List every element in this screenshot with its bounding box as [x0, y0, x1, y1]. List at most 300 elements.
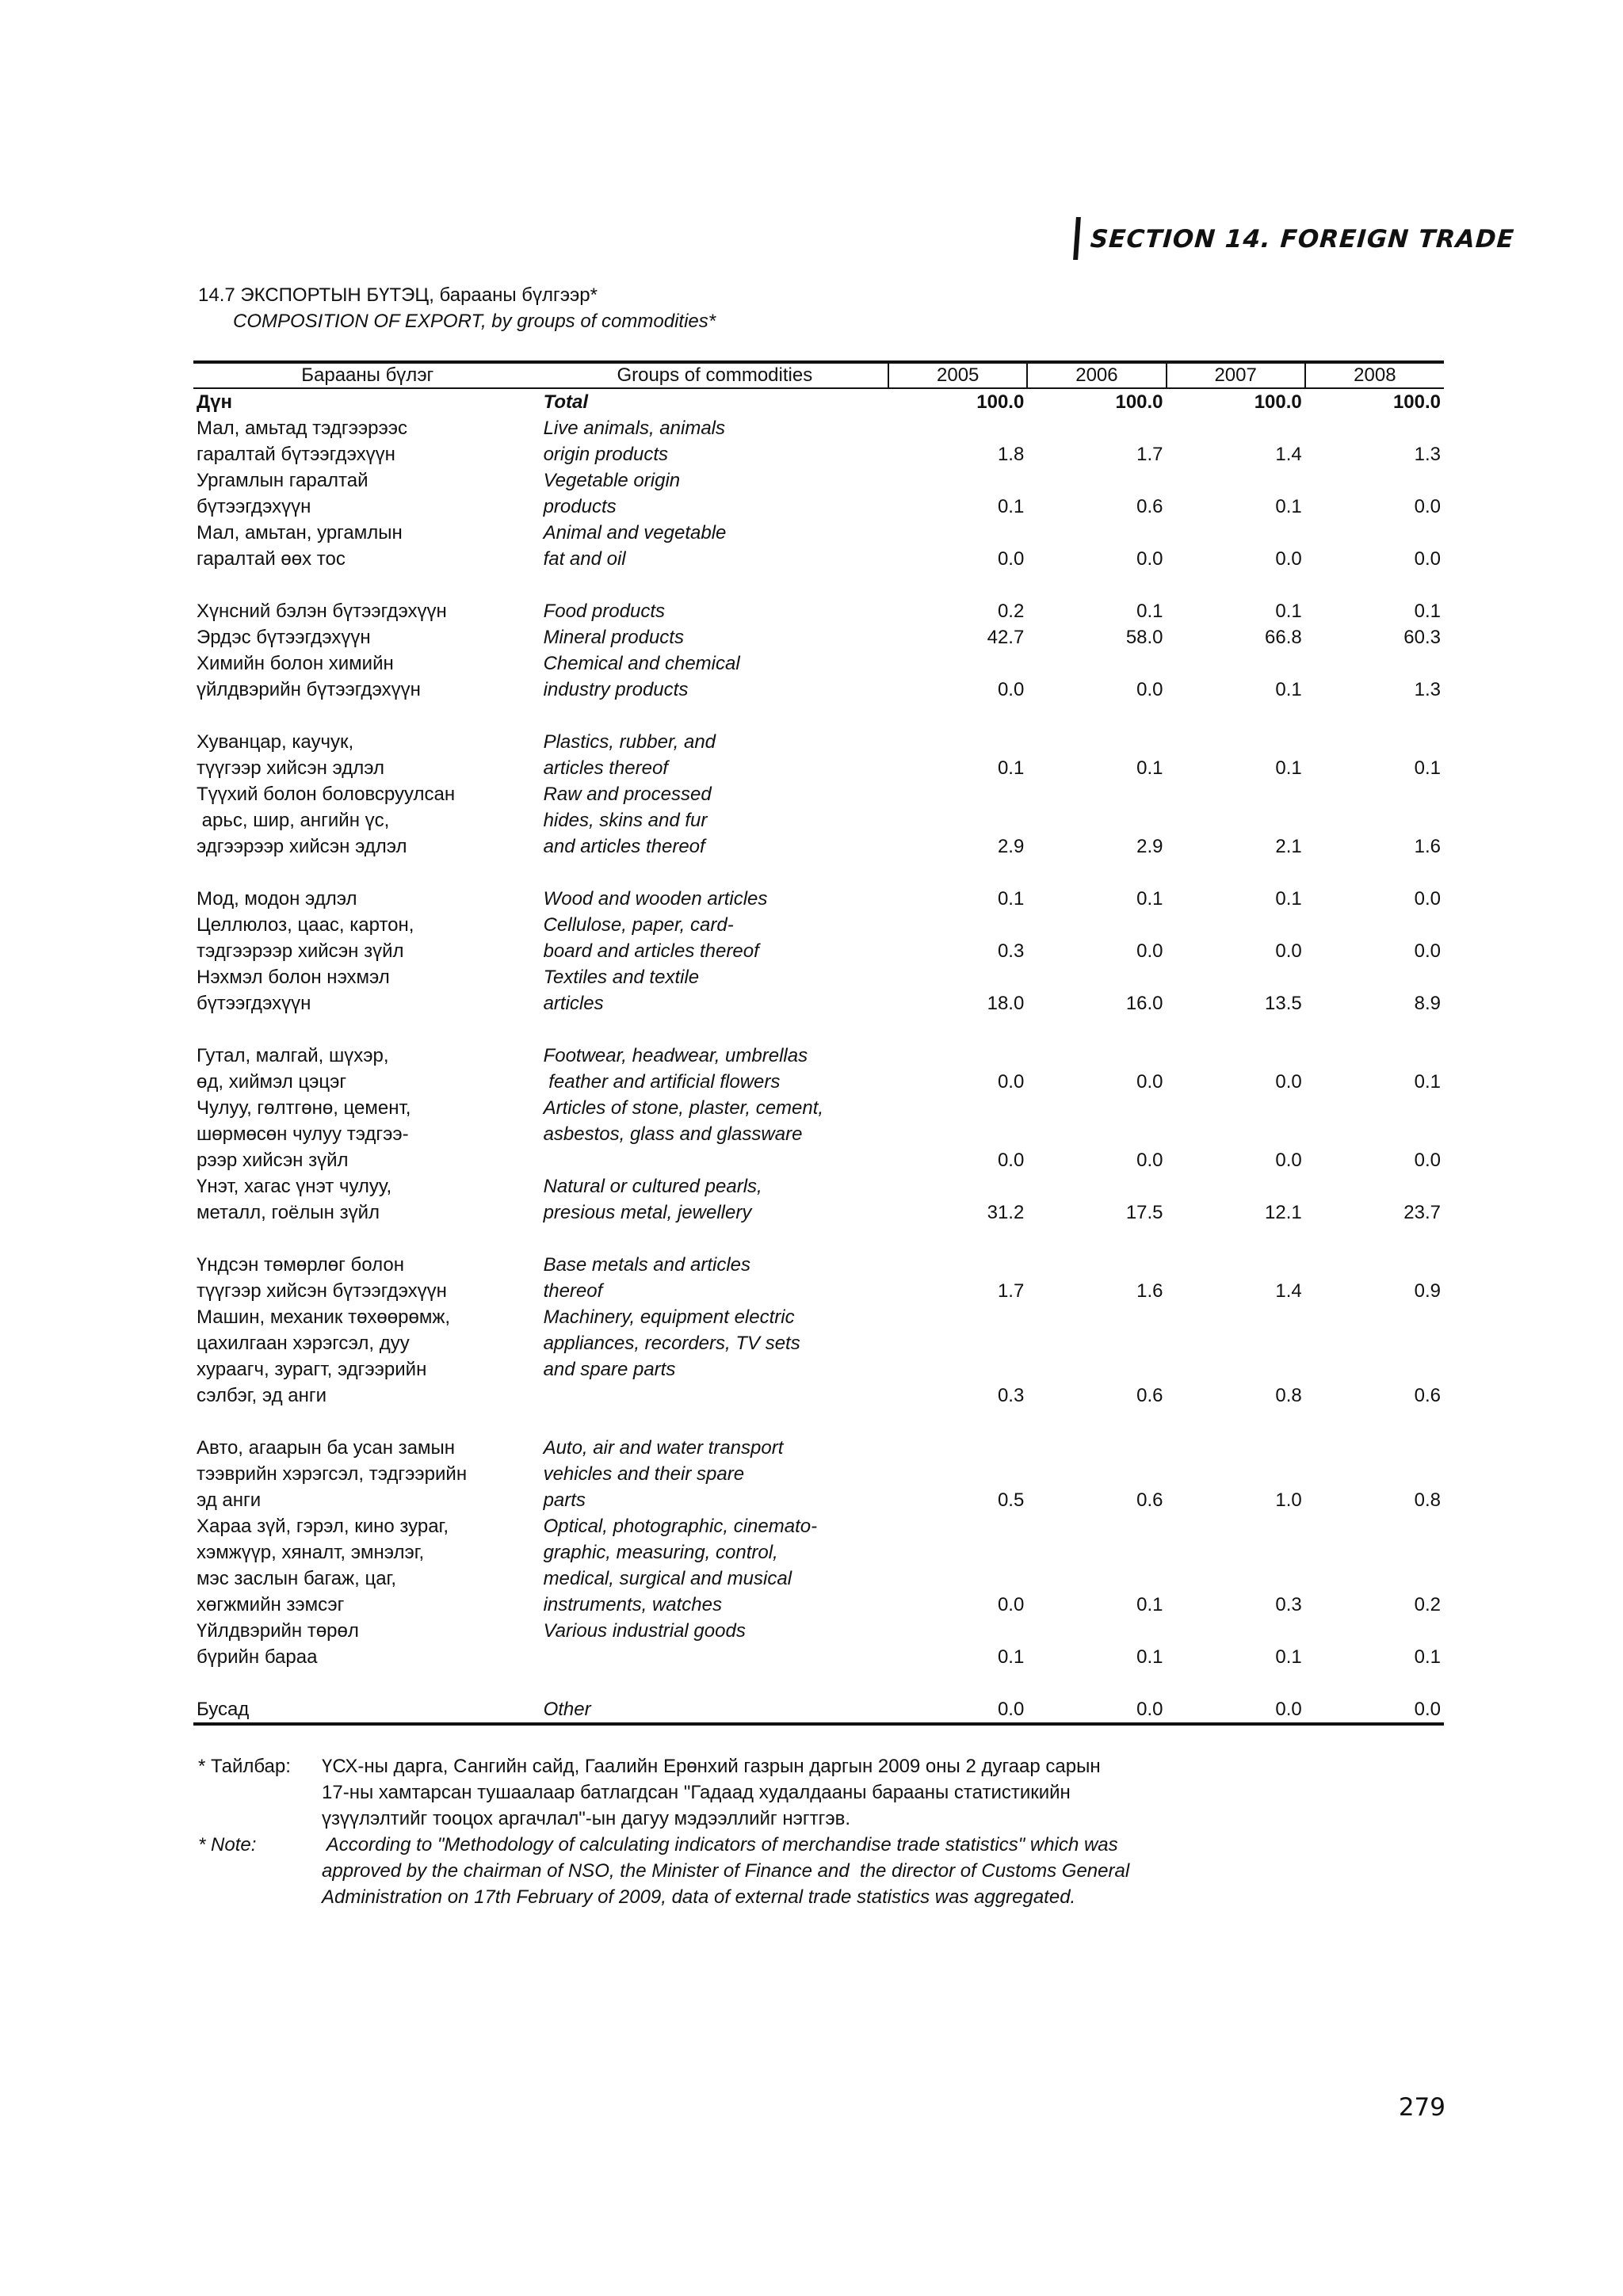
table-row — [193, 415, 1444, 441]
value-2007: 0.0 — [1275, 1071, 1302, 1093]
value-2008 — [1305, 1513, 1444, 1539]
footnote-mn — [198, 1753, 1129, 1832]
value-2008: 0.8 — [1414, 1489, 1441, 1511]
value-2005 — [888, 729, 1027, 755]
commodity-name-mn: арьс, шир, ангийн үс, — [197, 810, 390, 831]
value-2007 — [1167, 1566, 1305, 1592]
value-2005: 42.7 — [987, 627, 1025, 648]
value-2006 — [1027, 1356, 1166, 1383]
commodity-name-mn: сэлбэг, эд анги — [197, 1385, 327, 1406]
value-2006: 0.0 — [1136, 548, 1163, 570]
commodity-name-mn: эдгээрээр хийсэн эдлэл — [197, 836, 407, 857]
table-row — [193, 1173, 1444, 1199]
table-row — [193, 1356, 1444, 1383]
value-2006: 0.0 — [1136, 679, 1163, 700]
value-2007: 66.8 — [1265, 627, 1302, 648]
value-2008 — [1305, 1173, 1444, 1199]
spacer-cell — [193, 1670, 1444, 1696]
value-2005: 0.1 — [997, 888, 1025, 910]
commodity-name-mn: Ургамлын гаралтай — [197, 470, 369, 491]
commodity-name-en: Other — [542, 1696, 889, 1724]
value-2007 — [1167, 729, 1305, 755]
value-2005 — [888, 1173, 1027, 1199]
commodity-name-mn: Үйлдвэрийн төрөл — [197, 1620, 359, 1642]
footnotes — [198, 1753, 1129, 1910]
table-header-row — [193, 362, 1444, 388]
footnote-en-label: * Note: — [198, 1834, 257, 1855]
value-2006 — [1027, 1566, 1166, 1592]
value-2006 — [1027, 964, 1166, 990]
value-2005 — [888, 1095, 1027, 1121]
value-2007: 0.0 — [1275, 940, 1302, 962]
commodity-name-mn: Мод, модон эдлэл — [197, 888, 357, 910]
spacer-row — [193, 703, 1444, 729]
export-composition-table — [193, 360, 1444, 1726]
table-row — [193, 964, 1444, 990]
footnote-line: 17-ны хамтарсан тушаалаар батлагдсан "Гадаад худалдааны барааны статистикийн — [322, 1782, 1071, 1803]
value-2005 — [888, 807, 1027, 833]
value-2007 — [1167, 520, 1305, 546]
commodity-name-en: Food products — [543, 601, 665, 622]
value-2006 — [1027, 1095, 1166, 1121]
value-2007: 100.0 — [1254, 391, 1302, 413]
commodity-name-mn: бүтээгдэхүүн — [197, 993, 311, 1014]
table-row — [193, 1592, 1444, 1618]
value-2006 — [1027, 1539, 1166, 1566]
value-2005: 0.3 — [997, 940, 1025, 962]
value-2007: 13.5 — [1265, 993, 1302, 1014]
value-2006: 17.5 — [1125, 1202, 1163, 1223]
commodity-name-en: asbestos, glass and glassware — [543, 1123, 803, 1145]
value-2008: 0.1 — [1414, 1071, 1441, 1093]
value-2005 — [888, 912, 1027, 938]
commodity-name-mn: гаралтай өөх тос — [197, 548, 346, 570]
section-header: SECTION 14. FOREIGN TRADE — [1073, 217, 1447, 260]
commodity-name-mn: Үндсэн төмөрлөг болон — [197, 1254, 404, 1276]
value-2005: 0.0 — [997, 679, 1025, 700]
table-body — [193, 388, 1444, 1724]
spacer-cell — [193, 1226, 1444, 1252]
commodity-name-en: Machinery, equipment electric — [543, 1306, 795, 1328]
value-2007 — [1167, 1356, 1305, 1383]
commodity-name-mn: үйлдвэрийн бүтээгдэхүүн — [197, 679, 421, 700]
value-2008 — [1305, 1304, 1444, 1330]
commodity-name-en: Mineral products — [543, 627, 684, 648]
value-2007 — [1167, 1121, 1305, 1147]
value-2007 — [1167, 1173, 1305, 1199]
commodity-name-mn: бүрийн бараа — [197, 1646, 318, 1668]
footnote-line: үзүүлэлтийг тооцох аргачлал"-ын дагуу мэдээллийг нэгтгэв. — [322, 1808, 851, 1829]
value-2007: 0.1 — [1275, 496, 1302, 517]
table-row — [193, 1043, 1444, 1069]
value-2008 — [1305, 1566, 1444, 1592]
value-2005: 2.9 — [997, 836, 1025, 857]
value-2008 — [1305, 1356, 1444, 1383]
value-2007 — [1167, 912, 1305, 938]
value-2006 — [1027, 415, 1166, 441]
commodity-name-en: industry products — [543, 679, 689, 700]
value-2006 — [1027, 1435, 1166, 1461]
value-2007 — [1167, 415, 1305, 441]
value-2008: 0.1 — [1414, 757, 1441, 779]
value-2006: 1.7 — [1136, 444, 1163, 465]
table-title — [198, 282, 716, 334]
value-2006: 2.9 — [1136, 836, 1163, 857]
table-row — [193, 1513, 1444, 1539]
header-groups-en: Groups of commodities — [542, 362, 889, 388]
value-2006: 100.0 — [1115, 391, 1163, 413]
value-2005 — [888, 520, 1027, 546]
value-2008 — [1305, 1618, 1444, 1644]
table-row — [193, 520, 1444, 546]
footnote-mn-text — [322, 1753, 1129, 1832]
table-row — [193, 624, 1444, 650]
value-2005 — [888, 1513, 1027, 1539]
value-2008 — [1305, 1252, 1444, 1278]
value-2005 — [888, 781, 1027, 807]
table-row — [193, 546, 1444, 572]
commodity-name-mn: тээврийн хэрэгсэл, тэдгээрийн — [197, 1463, 468, 1485]
value-2005: 0.0 — [997, 1594, 1025, 1615]
commodity-name-en: articles thereof — [543, 757, 668, 779]
value-2008: 0.0 — [1414, 888, 1441, 910]
value-2005 — [888, 650, 1027, 677]
table-row — [193, 1304, 1444, 1330]
header-year-2006: 2006 — [1027, 362, 1166, 388]
value-2007 — [1167, 1043, 1305, 1069]
commodity-name-mn: хураагч, зурагт, эдгээрийн — [197, 1359, 427, 1380]
commodity-name-en: Footwear, headwear, umbrellas — [543, 1045, 808, 1066]
value-2008 — [1305, 1461, 1444, 1487]
commodity-name-mn: Хуванцар, каучук, — [197, 731, 354, 753]
value-2006: 16.0 — [1125, 993, 1163, 1014]
commodity-name-en: Animal and vegetable — [543, 522, 727, 543]
value-2005 — [888, 1435, 1027, 1461]
spacer-cell — [193, 572, 1444, 598]
value-2005: 0.0 — [888, 1696, 1027, 1724]
table-row — [193, 1566, 1444, 1592]
commodity-name-mn: түүгээр хийсэн эдлэл — [197, 757, 384, 779]
value-2007: 0.0 — [1275, 548, 1302, 570]
spacer-row — [193, 1226, 1444, 1252]
commodity-name-mn: Үнэт, хагас үнэт чулуу, — [197, 1176, 392, 1197]
value-2007: 12.1 — [1265, 1202, 1302, 1223]
table-row — [193, 1383, 1444, 1409]
value-2005: 0.5 — [997, 1489, 1025, 1511]
value-2005 — [888, 1566, 1027, 1592]
commodity-name-mn: гаралтай бүтээгдэхүүн — [197, 444, 395, 465]
table-row — [193, 650, 1444, 677]
commodity-name-mn: Хүнсний бэлэн бүтээгдэхүүн — [197, 601, 447, 622]
value-2007: 0.0 — [1167, 1696, 1305, 1724]
value-2007: 1.4 — [1275, 1280, 1302, 1302]
commodity-name-en: board and articles thereof — [543, 940, 759, 962]
commodity-name-en: fat and oil — [543, 548, 626, 570]
value-2007: 0.0 — [1275, 1150, 1302, 1171]
table-row — [193, 1147, 1444, 1173]
commodity-name-en: parts — [543, 1489, 586, 1511]
value-2005: 1.7 — [997, 1280, 1025, 1302]
table-row — [193, 833, 1444, 860]
spacer-row — [193, 1409, 1444, 1435]
commodity-name-en: Raw and processed — [543, 784, 712, 805]
commodity-name-en: vehicles and their spare — [543, 1463, 745, 1485]
value-2008 — [1305, 1121, 1444, 1147]
footnote-line: According to "Methodology of calculating indicators of merchandise trade statistics" which was — [322, 1834, 1118, 1855]
table-row — [193, 990, 1444, 1016]
value-2007: 0.1 — [1275, 1646, 1302, 1668]
table-row — [193, 677, 1444, 703]
commodity-name-mn: Мал, амьтад тэдгээрээс — [197, 418, 407, 439]
value-2008 — [1305, 807, 1444, 833]
table-row — [193, 912, 1444, 938]
commodity-name-mn: металл, гоёлын зүйл — [197, 1202, 380, 1223]
value-2005: 0.0 — [997, 548, 1025, 570]
value-2005: 100.0 — [976, 391, 1025, 413]
commodity-name-mn: Химийн болон химийн — [197, 653, 394, 674]
table-row — [193, 1461, 1444, 1487]
value-2007 — [1167, 964, 1305, 990]
table-row — [193, 1278, 1444, 1304]
footnote-line: approved by the chairman of NSO, the Minister of Finance and the director of Customs General — [322, 1860, 1130, 1882]
commodity-name-en: products — [543, 496, 617, 517]
table-row — [193, 494, 1444, 520]
value-2007: 2.1 — [1275, 836, 1302, 857]
commodity-name-en: origin products — [543, 444, 668, 465]
value-2006: 0.1 — [1136, 757, 1163, 779]
footnote-en-text — [322, 1832, 1129, 1910]
commodity-name-en: Base metals and articles — [543, 1254, 751, 1276]
commodity-name-mn: мэс заслын багаж, цаг, — [197, 1568, 397, 1589]
commodity-name-en: Auto, air and water transport — [543, 1437, 784, 1459]
value-2006 — [1027, 912, 1166, 938]
value-2006 — [1027, 520, 1166, 546]
commodity-name-mn: эд анги — [197, 1489, 262, 1511]
value-2008: 0.6 — [1414, 1385, 1441, 1406]
value-2008: 1.6 — [1414, 836, 1441, 857]
value-2006 — [1027, 1173, 1166, 1199]
value-2006: 0.1 — [1136, 1594, 1163, 1615]
value-2005 — [888, 1121, 1027, 1147]
table-row — [193, 1330, 1444, 1356]
commodity-name-en: feather and artificial flowers — [543, 1071, 781, 1093]
value-2007: 1.4 — [1275, 444, 1302, 465]
commodity-name-en: Vegetable origin — [543, 470, 681, 491]
value-2006 — [1027, 1304, 1166, 1330]
table-row — [193, 598, 1444, 624]
value-2008 — [1305, 1330, 1444, 1356]
value-2007 — [1167, 1252, 1305, 1278]
value-2007: 1.0 — [1275, 1489, 1302, 1511]
value-2008: 0.1 — [1414, 1646, 1441, 1668]
commodity-name-en: Cellulose, paper, card- — [543, 914, 734, 936]
value-2006: 0.0 — [1136, 1150, 1163, 1171]
value-2006 — [1027, 807, 1166, 833]
commodity-name-en: Chemical and chemical — [543, 653, 740, 674]
header-year-2007: 2007 — [1167, 362, 1305, 388]
value-2005: 0.1 — [997, 1646, 1025, 1668]
value-2006: 0.1 — [1136, 888, 1163, 910]
value-2007 — [1167, 781, 1305, 807]
value-2008: 0.0 — [1414, 548, 1441, 570]
commodity-name-mn: шөрмөсөн чулуу тэдгээ- — [197, 1123, 409, 1145]
table-row — [193, 781, 1444, 807]
commodity-name-en: thereof — [543, 1280, 603, 1302]
value-2007 — [1167, 807, 1305, 833]
table-row — [193, 938, 1444, 964]
value-2006: 0.6 — [1136, 1385, 1163, 1406]
value-2008: 23.7 — [1403, 1202, 1441, 1223]
header-year-2005: 2005 — [888, 362, 1027, 388]
footnote-line: Administration on 17th February of 2009, data of external trade statistics was aggregated. — [322, 1886, 1076, 1908]
value-2007 — [1167, 1330, 1305, 1356]
value-2005 — [888, 1461, 1027, 1487]
spacer-cell — [193, 703, 1444, 729]
value-2006 — [1027, 781, 1166, 807]
table-title-en: COMPOSITION OF EXPORT, by groups of commodities* — [233, 311, 716, 332]
value-2005: 31.2 — [987, 1202, 1025, 1223]
value-2008 — [1305, 781, 1444, 807]
commodity-name-mn: Түүхий болон боловсруулсан — [197, 784, 456, 805]
value-2005 — [888, 1304, 1027, 1330]
value-2006 — [1027, 729, 1166, 755]
value-2008 — [1305, 1095, 1444, 1121]
spacer-row — [193, 1016, 1444, 1043]
value-2005 — [888, 1618, 1027, 1644]
value-2008 — [1305, 467, 1444, 494]
value-2006 — [1027, 1330, 1166, 1356]
value-2006 — [1027, 467, 1166, 494]
commodity-name-mn: бүтээгдэхүүн — [197, 496, 311, 517]
spacer-row — [193, 572, 1444, 598]
commodity-name-mn: Бусад — [193, 1696, 542, 1724]
value-2008: 1.3 — [1414, 444, 1441, 465]
commodity-name-mn: Авто, агаарын ба усан замын — [197, 1437, 455, 1459]
value-2005 — [888, 415, 1027, 441]
value-2005 — [888, 1539, 1027, 1566]
value-2005: 18.0 — [987, 993, 1025, 1014]
commodity-name-mn: Мал, амьтан, ургамлын — [197, 522, 403, 543]
value-2005: 0.1 — [997, 757, 1025, 779]
value-2008 — [1305, 1043, 1444, 1069]
commodity-name-en — [542, 1383, 889, 1409]
commodity-name-en — [542, 1644, 889, 1670]
value-2006: 1.6 — [1136, 1280, 1163, 1302]
page-number: 279 — [1398, 2093, 1445, 2122]
value-2007 — [1167, 1539, 1305, 1566]
value-2007: 0.8 — [1275, 1385, 1302, 1406]
value-2008: 0.9 — [1414, 1280, 1441, 1302]
value-2005: 1.8 — [997, 444, 1025, 465]
table-row — [193, 1618, 1444, 1644]
value-2006 — [1027, 1618, 1166, 1644]
table-row — [193, 1487, 1444, 1513]
value-2007: 0.1 — [1275, 888, 1302, 910]
value-2008 — [1305, 520, 1444, 546]
value-2007: 0.3 — [1275, 1594, 1302, 1615]
value-2008 — [1305, 1539, 1444, 1566]
value-2008: 60.3 — [1403, 627, 1441, 648]
total-row — [193, 388, 1444, 415]
header-year-2008: 2008 — [1305, 362, 1444, 388]
commodity-name-en: Wood and wooden articles — [543, 888, 768, 910]
commodity-name-mn: цахилгаан хэрэгсэл, дуу — [197, 1333, 410, 1354]
value-2006: 0.0 — [1136, 940, 1163, 962]
value-2007 — [1167, 1435, 1305, 1461]
table-row — [193, 1435, 1444, 1461]
commodity-name-mn: рээр хийсэн зүйл — [197, 1150, 349, 1171]
commodity-name-mn: Машин, механик төхөөрөмж, — [197, 1306, 451, 1328]
commodity-name-en: Plastics, rubber, and — [543, 731, 716, 753]
spacer-cell — [193, 1409, 1444, 1435]
commodity-name-en: instruments, watches — [543, 1594, 722, 1615]
commodity-name-mn: түүгээр хийсэн бүтээгдэхүүн — [197, 1280, 447, 1302]
table-title-mn: 14.7 ЭКСПОРТЫН БҮТЭЦ, барааны бүлгээр* — [198, 284, 598, 306]
commodity-name-mn: Гутал, малгай, шүхэр, — [197, 1045, 389, 1066]
value-2008 — [1305, 964, 1444, 990]
table-row — [193, 467, 1444, 494]
commodity-name-mn: хэмжүүр, хяналт, эмнэлэг, — [197, 1542, 425, 1563]
value-2007: 0.1 — [1275, 601, 1302, 622]
value-2006 — [1027, 1252, 1166, 1278]
value-2006: 0.6 — [1136, 1489, 1163, 1511]
table-row — [193, 1095, 1444, 1121]
commodity-name-en: appliances, recorders, TV sets — [543, 1333, 800, 1354]
table-row — [193, 1539, 1444, 1566]
value-2008: 0.1 — [1414, 601, 1441, 622]
table-row — [193, 1252, 1444, 1278]
value-2008: 100.0 — [1392, 391, 1441, 413]
value-2006 — [1027, 1513, 1166, 1539]
commodity-name-en: graphic, measuring, control, — [543, 1542, 778, 1563]
value-2008: 0.2 — [1414, 1594, 1441, 1615]
value-2007 — [1167, 1461, 1305, 1487]
commodity-name-en: Total — [543, 391, 588, 413]
table-row — [193, 1696, 1444, 1724]
table-row — [193, 1644, 1444, 1670]
value-2005: 0.2 — [997, 601, 1025, 622]
value-2007 — [1167, 1618, 1305, 1644]
commodity-name-en: presious metal, jewellery — [543, 1202, 752, 1223]
commodity-name-en: articles — [543, 993, 604, 1014]
value-2008: 0.0 — [1414, 496, 1441, 517]
value-2006 — [1027, 1043, 1166, 1069]
value-2008: 1.3 — [1414, 679, 1441, 700]
commodity-name-mn: Нэхмэл болон нэхмэл — [197, 967, 390, 988]
commodity-name-en: Optical, photographic, cinemato- — [543, 1516, 818, 1537]
value-2005 — [888, 467, 1027, 494]
table-row — [193, 729, 1444, 755]
commodity-name-en — [542, 1147, 889, 1173]
value-2008: 0.0 — [1414, 940, 1441, 962]
commodity-name-mn: өд, хиймэл цэцэг — [197, 1071, 347, 1093]
value-2007 — [1167, 1095, 1305, 1121]
footnote-en — [198, 1832, 1129, 1910]
value-2006: 0.0 — [1136, 1071, 1163, 1093]
footnote-line: ҮСХ-ны дарга, Сангийн сайд, Гаалийн Ерөнхий газрын даргын 2009 оны 2 дугаар сарын — [322, 1756, 1101, 1777]
commodity-name-en: Various industrial goods — [543, 1620, 746, 1642]
commodity-name-mn: хөгжмийн зэмсэг — [197, 1594, 345, 1615]
commodity-name-en: Natural or cultured pearls, — [543, 1176, 762, 1197]
value-2006: 0.1 — [1136, 601, 1163, 622]
value-2005 — [888, 1356, 1027, 1383]
value-2006: 0.6 — [1136, 496, 1163, 517]
spacer-cell — [193, 860, 1444, 886]
value-2007 — [1167, 1304, 1305, 1330]
value-2008 — [1305, 415, 1444, 441]
commodity-name-mn: Эрдэс бүтээгдэхүүн — [197, 627, 371, 648]
commodity-name-mn: Чулуу, гөлтгөнө, цемент, — [197, 1097, 411, 1119]
